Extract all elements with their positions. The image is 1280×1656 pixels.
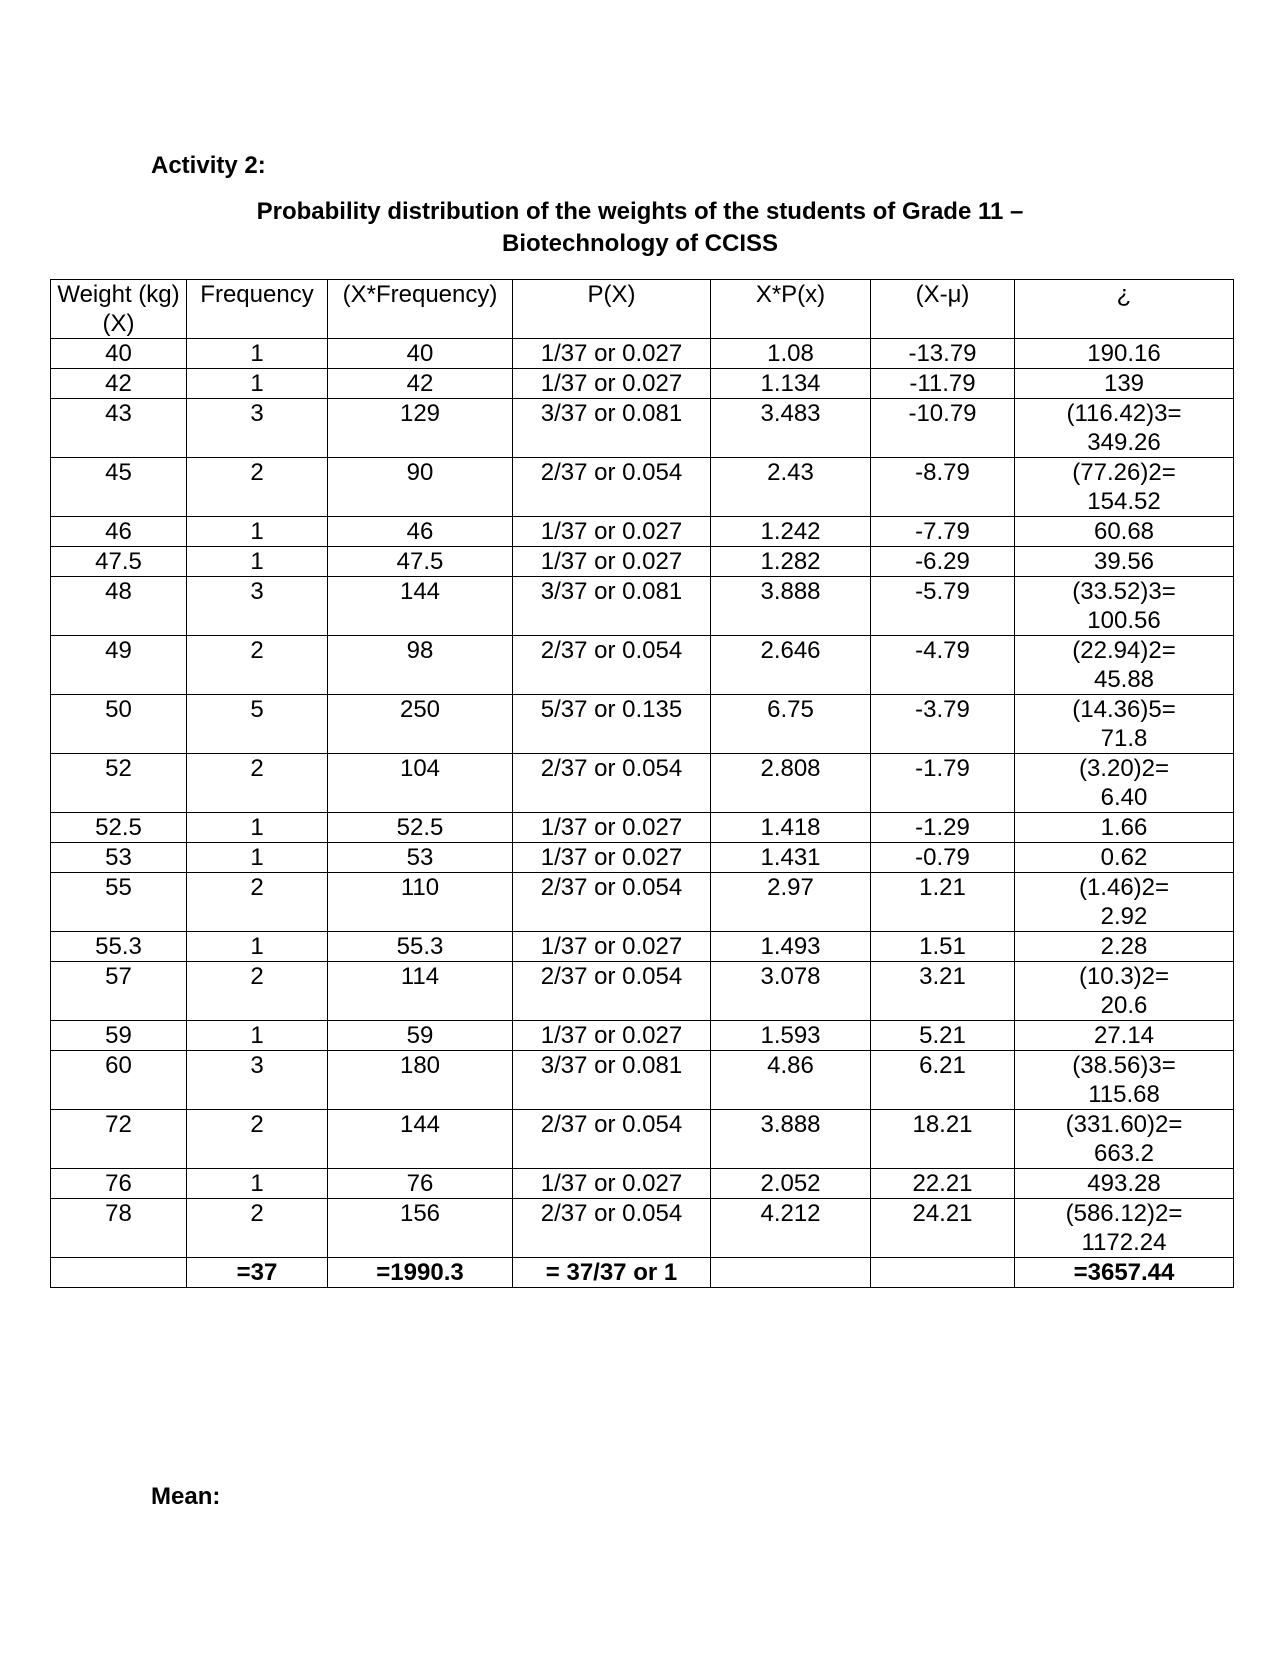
table-row (51, 843, 1234, 873)
cell-weight: 49 (51, 636, 187, 695)
cell-x-frequency: 76 (328, 1169, 513, 1199)
cell-frequency: 1 (187, 547, 328, 577)
cell-x-frequency: 59 (328, 1021, 513, 1051)
cell-weight: 55.3 (51, 932, 187, 962)
cell-frequency: 1 (187, 517, 328, 547)
cell-x-frequency: 98 (328, 636, 513, 695)
total-weight (51, 1258, 187, 1288)
cell-frequency: 5 (187, 695, 328, 754)
cell-px: 2/37 or 0.054 (513, 962, 711, 1021)
squared-deviation-line-2: 100.56 (1087, 607, 1161, 634)
cell-deviation: -3.79 (871, 695, 1015, 754)
cell-squared-deviation (1015, 636, 1234, 695)
cell-weight: 53 (51, 843, 187, 873)
cell-px: 1/37 or 0.027 (513, 517, 711, 547)
cell-px: 3/37 or 0.081 (513, 577, 711, 636)
cell-x-frequency: 144 (328, 1110, 513, 1169)
cell-x-frequency: 110 (328, 873, 513, 932)
cell-frequency: 2 (187, 962, 328, 1021)
cell-squared-deviation (1015, 843, 1234, 873)
cell-squared-deviation (1015, 873, 1234, 932)
cell-x-px: 1.242 (711, 517, 871, 547)
cell-squared-deviation (1015, 962, 1234, 1021)
total-deviation (871, 1258, 1015, 1288)
cell-squared-deviation (1015, 458, 1234, 517)
cell-px: 2/37 or 0.054 (513, 754, 711, 813)
cell-x-px: 4.86 (711, 1051, 871, 1110)
squared-deviation-line-2: 115.68 (1088, 1081, 1160, 1108)
cell-x-frequency: 42 (328, 369, 513, 399)
activity-label: Activity 2: (151, 152, 266, 179)
cell-deviation: 22.21 (871, 1169, 1015, 1199)
cell-x-frequency: 180 (328, 1051, 513, 1110)
cell-x-frequency: 55.3 (328, 932, 513, 962)
totals-row (51, 1258, 1234, 1288)
cell-frequency: 2 (187, 458, 328, 517)
squared-deviation-line-1: (33.52)3= (1072, 578, 1176, 605)
cell-frequency: 2 (187, 1199, 328, 1258)
cell-x-px: 1.418 (711, 813, 871, 843)
cell-x-frequency: 114 (328, 962, 513, 1021)
cell-px: 2/37 or 0.054 (513, 873, 711, 932)
squared-deviation-line-2: 2.92 (1100, 903, 1148, 930)
cell-deviation: -1.79 (871, 754, 1015, 813)
cell-weight: 46 (51, 517, 187, 547)
cell-x-px: 2.97 (711, 873, 871, 932)
header-frequency: Frequency (187, 280, 328, 339)
cell-deviation: -13.79 (871, 339, 1015, 369)
cell-weight: 50 (51, 695, 187, 754)
cell-x-px: 1.08 (711, 339, 871, 369)
squared-deviation-line-1: 27.14 (1093, 1022, 1155, 1049)
squared-deviation-line-1: 1.66 (1100, 814, 1148, 841)
cell-x-px: 3.888 (711, 1110, 871, 1169)
squared-deviation-line-1: 190.16 (1087, 340, 1161, 367)
header-x-px: X*P(x) (711, 280, 871, 339)
header-weight: Weight (kg) (X) (51, 280, 187, 339)
total-px: = 37/37 or 1 (513, 1258, 711, 1288)
cell-x-px: 3.888 (711, 577, 871, 636)
cell-weight: 42 (51, 369, 187, 399)
cell-frequency: 1 (187, 932, 328, 962)
table-title-line-2: Biotechnology of CCISS (502, 230, 778, 257)
cell-px: 2/37 or 0.054 (513, 1110, 711, 1169)
cell-x-px: 3.483 (711, 399, 871, 458)
cell-frequency: 2 (187, 873, 328, 932)
table-row (51, 399, 1234, 458)
squared-deviation-line-2: 349.26 (1087, 429, 1161, 456)
cell-deviation: 6.21 (871, 1051, 1015, 1110)
table-row (51, 458, 1234, 517)
table-row (51, 873, 1234, 932)
header-px: P(X) (513, 280, 711, 339)
cell-x-frequency: 52.5 (328, 813, 513, 843)
cell-deviation: -0.79 (871, 843, 1015, 873)
cell-deviation: -8.79 (871, 458, 1015, 517)
cell-x-px: 1.431 (711, 843, 871, 873)
cell-px: 2/37 or 0.054 (513, 636, 711, 695)
squared-deviation-line-1: (3.20)2= (1078, 755, 1170, 782)
cell-frequency: 1 (187, 1169, 328, 1199)
cell-px: 2/37 or 0.054 (513, 458, 711, 517)
cell-x-frequency: 47.5 (328, 547, 513, 577)
cell-weight: 55 (51, 873, 187, 932)
table-row (51, 754, 1234, 813)
cell-deviation: -4.79 (871, 636, 1015, 695)
cell-x-px: 1.134 (711, 369, 871, 399)
cell-deviation: -5.79 (871, 577, 1015, 636)
cell-px: 1/37 or 0.027 (513, 1169, 711, 1199)
cell-deviation: -6.29 (871, 547, 1015, 577)
cell-x-frequency: 144 (328, 577, 513, 636)
cell-weight: 78 (51, 1199, 187, 1258)
cell-x-frequency: 156 (328, 1199, 513, 1258)
cell-px: 1/37 or 0.027 (513, 369, 711, 399)
cell-px: 3/37 or 0.081 (513, 1051, 711, 1110)
cell-frequency: 3 (187, 1051, 328, 1110)
table-row (51, 695, 1234, 754)
cell-x-frequency: 40 (328, 339, 513, 369)
table-title-line-1: Probability distribution of the weights of the students of Grade 11 – (256, 198, 1024, 225)
cell-squared-deviation (1015, 813, 1234, 843)
cell-x-px: 3.078 (711, 962, 871, 1021)
cell-px: 5/37 or 0.135 (513, 695, 711, 754)
squared-deviation-line-2: 20.6 (1100, 992, 1148, 1019)
cell-x-px: 2.808 (711, 754, 871, 813)
cell-weight: 48 (51, 577, 187, 636)
squared-deviation-line-2: 663.2 (1093, 1140, 1155, 1167)
cell-px: 1/37 or 0.027 (513, 813, 711, 843)
cell-squared-deviation (1015, 517, 1234, 547)
cell-frequency: 1 (187, 843, 328, 873)
squared-deviation-line-1: (14.36)5= (1072, 696, 1176, 723)
total-squared-deviation: =3657.44 (1015, 1258, 1234, 1288)
cell-frequency: 2 (187, 1110, 328, 1169)
cell-squared-deviation (1015, 1051, 1234, 1110)
cell-x-px: 2.646 (711, 636, 871, 695)
cell-weight: 59 (51, 1021, 187, 1051)
cell-frequency: 2 (187, 636, 328, 695)
table-row (51, 962, 1234, 1021)
cell-deviation: 24.21 (871, 1199, 1015, 1258)
cell-squared-deviation (1015, 577, 1234, 636)
table-row (51, 547, 1234, 577)
table-row (51, 932, 1234, 962)
cell-x-px: 4.212 (711, 1199, 871, 1258)
table-body (51, 339, 1234, 1258)
cell-squared-deviation (1015, 339, 1234, 369)
probability-distribution-table (50, 279, 1234, 1288)
cell-x-frequency: 104 (328, 754, 513, 813)
table-row (51, 1199, 1234, 1258)
cell-px: 1/37 or 0.027 (513, 1021, 711, 1051)
mean-label: Mean: (151, 1483, 221, 1510)
cell-px: 1/37 or 0.027 (513, 932, 711, 962)
cell-x-px: 2.43 (711, 458, 871, 517)
cell-weight: 47.5 (51, 547, 187, 577)
squared-deviation-line-2: 1172.24 (1081, 1229, 1167, 1256)
squared-deviation-line-1: 139 (1103, 370, 1145, 397)
cell-frequency: 1 (187, 813, 328, 843)
header-squared-deviation: ¿ (1015, 280, 1234, 339)
squared-deviation-line-2: 45.88 (1093, 666, 1155, 693)
cell-deviation: 18.21 (871, 1110, 1015, 1169)
cell-weight: 72 (51, 1110, 187, 1169)
cell-px: 2/37 or 0.054 (513, 1199, 711, 1258)
cell-weight: 60 (51, 1051, 187, 1110)
cell-deviation: -1.29 (871, 813, 1015, 843)
total-x-frequency: =1990.3 (328, 1258, 513, 1288)
cell-squared-deviation (1015, 1169, 1234, 1199)
squared-deviation-line-1: 0.62 (1100, 844, 1148, 871)
squared-deviation-line-1: 2.28 (1100, 933, 1148, 960)
cell-squared-deviation (1015, 695, 1234, 754)
table-row (51, 813, 1234, 843)
table-row (51, 1051, 1234, 1110)
table-row (51, 369, 1234, 399)
table-header-row (51, 280, 1234, 339)
cell-x-frequency: 90 (328, 458, 513, 517)
squared-deviation-line-2: 154.52 (1087, 488, 1161, 515)
cell-frequency: 1 (187, 1021, 328, 1051)
cell-x-px: 2.052 (711, 1169, 871, 1199)
squared-deviation-line-2: 6.40 (1100, 784, 1148, 811)
cell-weight: 45 (51, 458, 187, 517)
squared-deviation-line-1: 493.28 (1087, 1170, 1161, 1197)
cell-x-frequency: 129 (328, 399, 513, 458)
cell-weight: 40 (51, 339, 187, 369)
squared-deviation-line-1: 39.56 (1093, 548, 1155, 575)
cell-squared-deviation (1015, 369, 1234, 399)
squared-deviation-line-1: (116.42)3= (1066, 400, 1182, 427)
cell-deviation: 1.21 (871, 873, 1015, 932)
cell-squared-deviation (1015, 1199, 1234, 1258)
squared-deviation-line-1: (331.60)2= (1065, 1111, 1183, 1138)
cell-squared-deviation (1015, 754, 1234, 813)
squared-deviation-line-1: 60.68 (1093, 518, 1155, 545)
total-x-px (711, 1258, 871, 1288)
cell-weight: 52 (51, 754, 187, 813)
cell-deviation: -11.79 (871, 369, 1015, 399)
table-title (200, 196, 1080, 260)
cell-squared-deviation (1015, 547, 1234, 577)
cell-weight: 57 (51, 962, 187, 1021)
cell-x-px: 1.282 (711, 547, 871, 577)
total-frequency: =37 (187, 1258, 328, 1288)
cell-deviation: -10.79 (871, 399, 1015, 458)
cell-x-px: 1.493 (711, 932, 871, 962)
cell-frequency: 2 (187, 754, 328, 813)
squared-deviation-line-1: (22.94)2= (1072, 637, 1176, 664)
table-row (51, 1021, 1234, 1051)
cell-weight: 52.5 (51, 813, 187, 843)
cell-frequency: 3 (187, 399, 328, 458)
table-row (51, 517, 1234, 547)
cell-deviation: 1.51 (871, 932, 1015, 962)
squared-deviation-line-1: (1.46)2= (1078, 874, 1170, 901)
table-row (51, 1110, 1234, 1169)
squared-deviation-line-1: (77.26)2= (1072, 459, 1176, 486)
cell-weight: 76 (51, 1169, 187, 1199)
cell-x-px: 6.75 (711, 695, 871, 754)
table-row (51, 1169, 1234, 1199)
header-deviation: (X-μ) (871, 280, 1015, 339)
table-row (51, 577, 1234, 636)
table-row (51, 636, 1234, 695)
cell-squared-deviation (1015, 399, 1234, 458)
cell-px: 1/37 or 0.027 (513, 843, 711, 873)
cell-px: 3/37 or 0.081 (513, 399, 711, 458)
cell-squared-deviation (1015, 1021, 1234, 1051)
squared-deviation-line-2: 71.8 (1100, 725, 1148, 752)
cell-px: 1/37 or 0.027 (513, 339, 711, 369)
cell-px: 1/37 or 0.027 (513, 547, 711, 577)
squared-deviation-line-1: (38.56)3= (1072, 1052, 1176, 1079)
squared-deviation-line-1: (10.3)2= (1078, 963, 1170, 990)
cell-x-frequency: 46 (328, 517, 513, 547)
cell-weight: 43 (51, 399, 187, 458)
table-row (51, 339, 1234, 369)
cell-deviation: 3.21 (871, 962, 1015, 1021)
cell-x-frequency: 53 (328, 843, 513, 873)
cell-frequency: 1 (187, 369, 328, 399)
cell-frequency: 3 (187, 577, 328, 636)
cell-squared-deviation (1015, 932, 1234, 962)
cell-squared-deviation (1015, 1110, 1234, 1169)
cell-frequency: 1 (187, 339, 328, 369)
cell-deviation: -7.79 (871, 517, 1015, 547)
cell-x-frequency: 250 (328, 695, 513, 754)
cell-x-px: 1.593 (711, 1021, 871, 1051)
cell-deviation: 5.21 (871, 1021, 1015, 1051)
squared-deviation-line-1: (586.12)2= (1065, 1200, 1183, 1227)
header-x-frequency: (X*Frequency) (328, 280, 513, 339)
